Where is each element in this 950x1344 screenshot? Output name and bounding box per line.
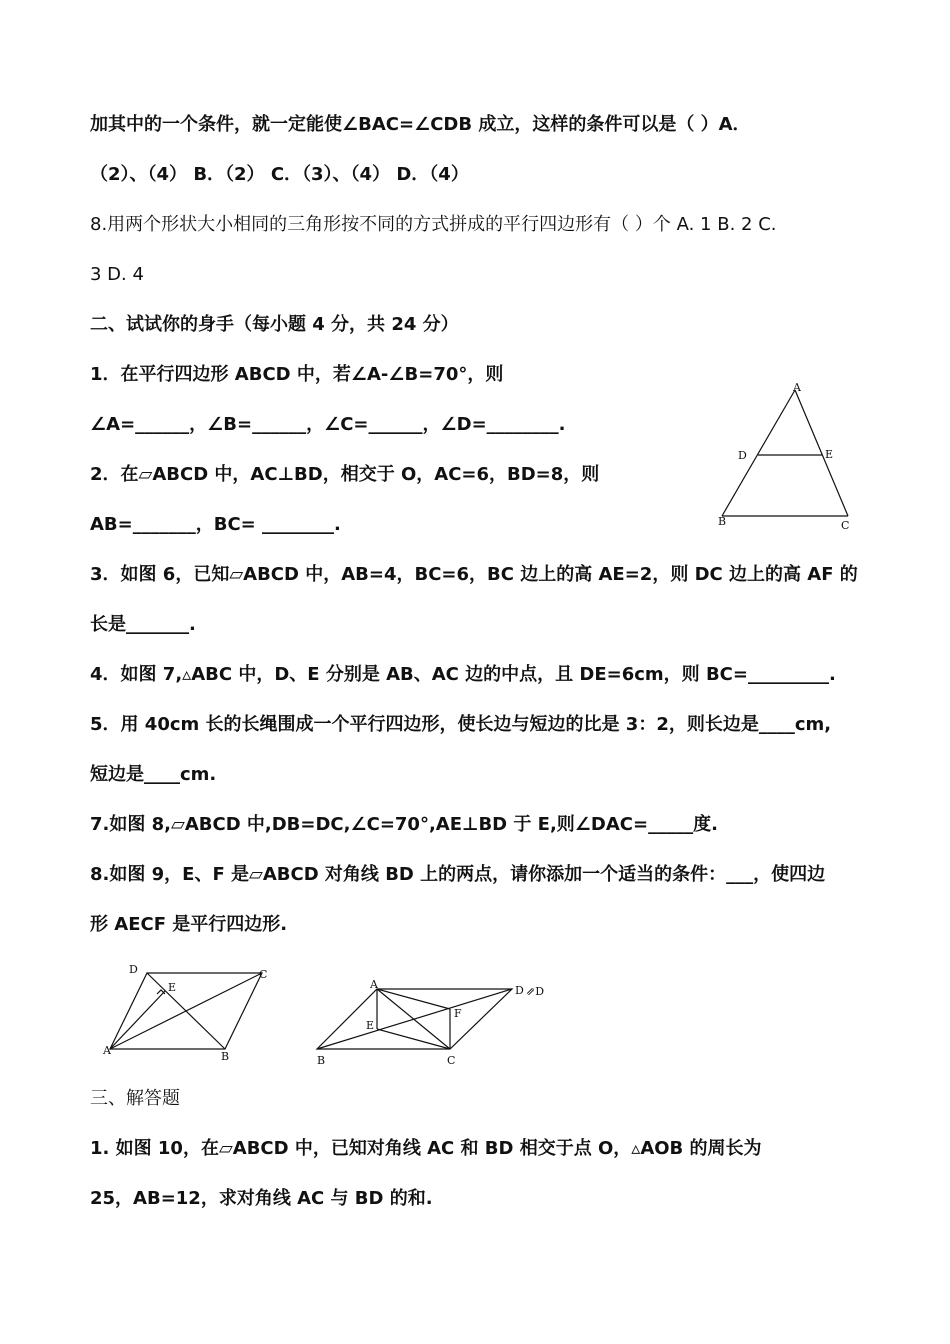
- text-line-10: 3．如图 6，已知▱ABCD 中，AB=4，BC=6，BC 边上的高 AE=2，则 DC 边上的高 AF 的: [90, 564, 858, 585]
- label-d: D: [515, 984, 524, 997]
- text-line-6: 1．在平行四边形 ABCD 中，若∠A-∠B=70°，则: [90, 364, 504, 385]
- label-f: F: [454, 1007, 462, 1020]
- text-line-20: 25，AB=12，求对角线 AC 与 BD 的和.: [90, 1188, 433, 1209]
- label-e: E: [825, 448, 834, 461]
- diagonal-ac: [377, 989, 450, 1049]
- section-heading-3: 三、解答题: [90, 1088, 180, 1109]
- side-ab: [722, 390, 795, 516]
- perpendicular-ae: [110, 991, 165, 1049]
- right-angle-mark: [157, 990, 165, 994]
- parallelogram-figure-9: [312, 975, 562, 1075]
- text-line-14: 短边是____cm.: [90, 764, 217, 785]
- label-e: E: [168, 981, 177, 994]
- text-line-2: （2）、（4） B．（2） C．（3）、（4） D．（4）: [90, 164, 469, 185]
- label-b: B: [221, 1050, 230, 1063]
- text-line-12: 4．如图 7,▵ABC 中，D、E 分别是 AB、AC 边的中点，且 DE=6cm，则 BC=_________.: [90, 664, 836, 685]
- text-line-15: 7.如图 8,▱ABCD 中,DB=DC,∠C=70°,AE⊥BD 于 E,则∠DAC=_____度.: [90, 814, 718, 835]
- label-a: A: [370, 978, 378, 991]
- section-heading-2: 二、试试你的身手（每小题 4 分，共 24 分）: [90, 314, 459, 335]
- label-extra: ⇗D: [526, 985, 545, 998]
- side-ac: [795, 390, 848, 516]
- label-d: D: [738, 449, 747, 462]
- label-b: B: [317, 1054, 326, 1067]
- text-line-16: 8.如图 9，E、F 是▱ABCD 对角线 BD 上的两点，请你添加一个适当的条件：___，使四边: [90, 864, 826, 885]
- text-line-4: 3 D. 4: [90, 264, 144, 285]
- diagonal-ac: [110, 973, 262, 1049]
- parallelogram-figure-8: [95, 960, 285, 1070]
- text-line-13: 5．用 40cm 长的长绳围成一个平行四边形，使长边与短边的比是 3：2，则长边是____cm,: [90, 714, 832, 735]
- text-line-8: 2．在▱ABCD 中，AC⊥BD，相交于 O，AC=6，BD=8，则: [90, 464, 600, 485]
- label-c: C: [841, 519, 850, 532]
- text-line-19: 1. 如图 10，在▱ABCD 中，已知对角线 AC 和 BD 相交于点 O，▵AOB 的周长为: [90, 1138, 762, 1159]
- text-line-17: 形 AECF 是平行四边形.: [90, 914, 288, 935]
- label-e: E: [366, 1019, 375, 1032]
- label-a: A: [793, 381, 801, 394]
- label-b: B: [718, 515, 727, 528]
- segment-af: [377, 989, 450, 1009]
- label-c: C: [259, 968, 268, 981]
- text-line-11: 长是_______.: [90, 614, 196, 635]
- label-c: C: [447, 1054, 456, 1067]
- segment-ec: [377, 1029, 450, 1049]
- triangle-figure: [700, 378, 870, 538]
- text-line-3: 8.用两个形状大小相同的三角形按不同的方式拼成的平行四边形有（ ）个 A. 1 B. 2 C.: [90, 214, 777, 235]
- text-line-7: ∠A=______，∠B=______，∠C=______，∠D=________.: [90, 414, 566, 435]
- text-line-9: AB=_______，BC= ________.: [90, 514, 341, 535]
- label-d: D: [129, 963, 138, 976]
- label-a: A: [103, 1044, 111, 1057]
- text-line-1: 加其中的一个条件，就一定能使∠BAC=∠CDB 成立，这样的条件可以是（ ）A．: [90, 114, 751, 135]
